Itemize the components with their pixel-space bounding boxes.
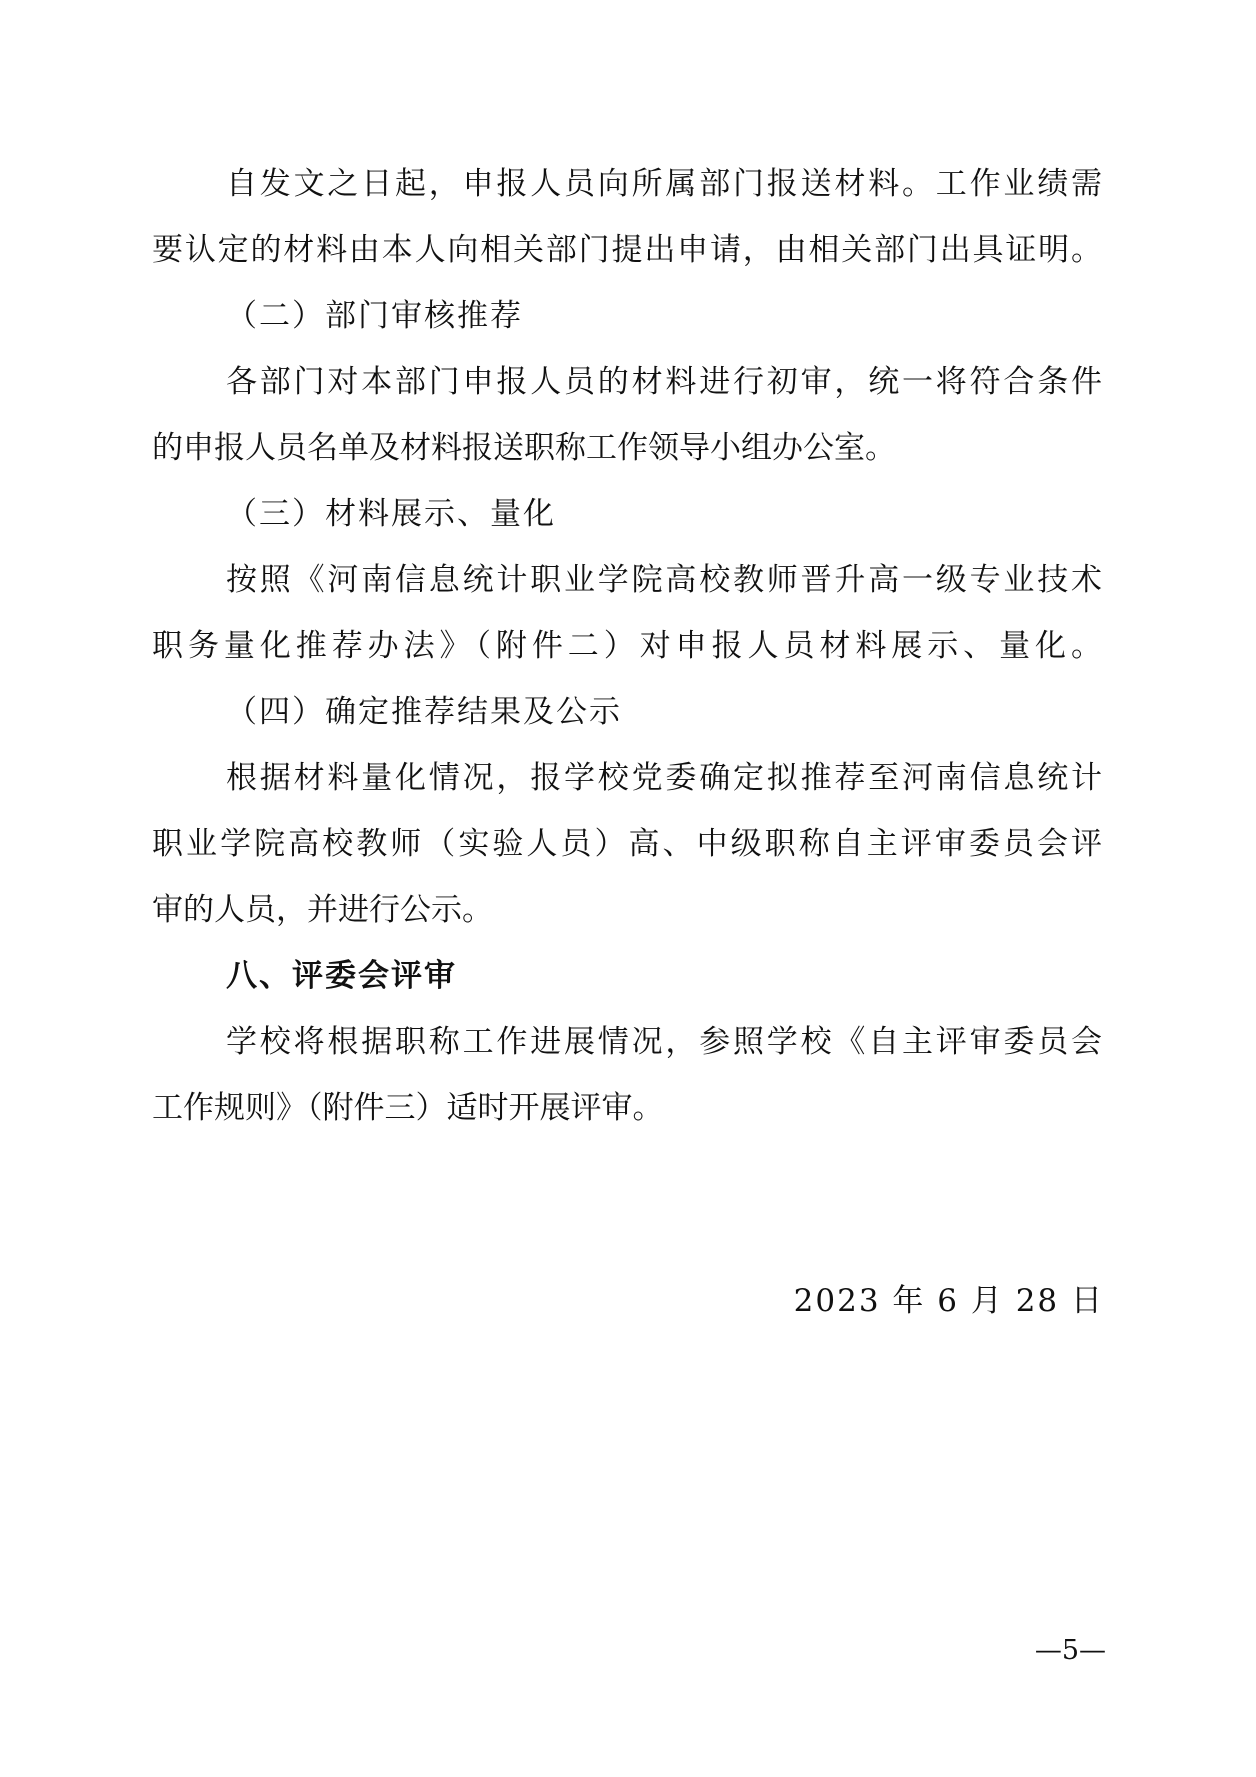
paragraph-line: 按照《河南信息统计职业学院高校教师晋升高一级专业技术 xyxy=(226,562,1102,598)
paragraph-line: 要认定的材料由本人向相关部门提出申请，由相关部门出具证明。 xyxy=(152,232,1102,268)
paragraph-line: 职业学院高校教师（实验人员）高、中级职称自主评审委员会评 xyxy=(152,826,1102,862)
subsection-heading: （四）确定推荐结果及公示 xyxy=(226,694,622,730)
paragraph-line: 根据材料量化情况，报学校党委确定拟推荐至河南信息统计 xyxy=(226,760,1102,796)
paragraph-line: 自发文之日起，申报人员向所属部门报送材料。工作业绩需 xyxy=(226,166,1102,202)
subsection-heading: （二）部门审核推荐 xyxy=(226,298,523,334)
page-number: —5— xyxy=(1034,1635,1106,1666)
paragraph-line: 各部门对本部门申报人员的材料进行初审，统一将符合条件 xyxy=(226,364,1102,400)
section-heading: 八、评委会评审 xyxy=(226,958,457,994)
paragraph-line: 审的人员，并进行公示。 xyxy=(152,892,493,928)
paragraph-line: 职务量化推荐办法》（附件二）对申报人员材料展示、量化。 xyxy=(152,628,1102,664)
paragraph-line: 的申报人员名单及材料报送职称工作领导小组办公室。 xyxy=(152,430,896,466)
subsection-heading: （三）材料展示、量化 xyxy=(226,496,556,532)
document-date: 2023 年 6 月 28 日 xyxy=(793,1283,1104,1319)
paragraph-line: 工作规则》（附件三）适时开展评审。 xyxy=(152,1090,664,1126)
paragraph-line: 学校将根据职称工作进展情况，参照学校《自主评审委员会 xyxy=(226,1024,1102,1060)
